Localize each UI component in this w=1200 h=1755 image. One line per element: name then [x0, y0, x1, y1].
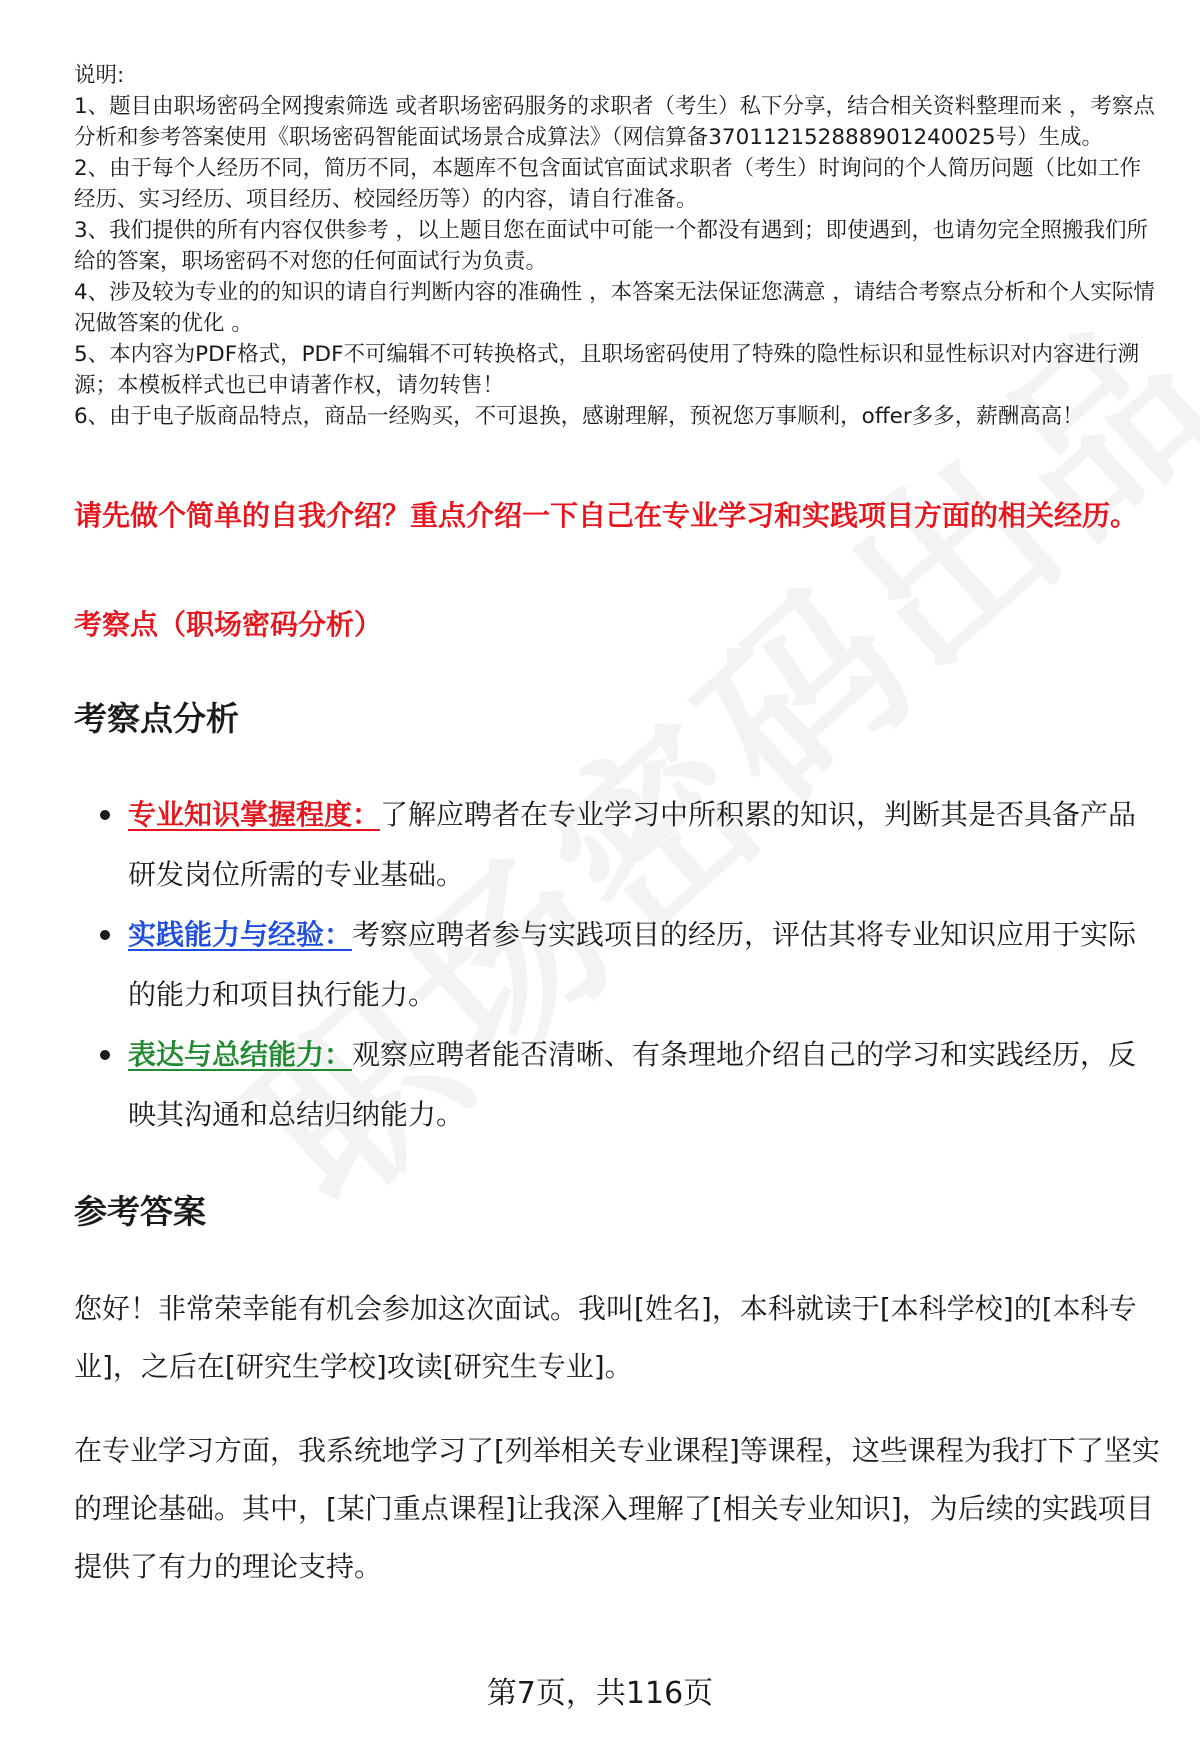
analysis-point [100, 785, 1160, 905]
interview-question: 请先做个简单的自我介绍？重点介绍一下自己在专业学习和实践项目方面的相关经历。 [74, 499, 1139, 532]
point-key: 专业知识掌握程度： [128, 798, 381, 831]
bullet-icon [100, 810, 110, 820]
bullet-icon [100, 930, 110, 940]
answer-title: 参考答案 [74, 1192, 206, 1231]
notice-item: 6、由于电子版商品特点，商品一经购买，不可退换，感谢理解，预祝您万事顺利，offer多多，薪酬高高！ [74, 404, 1084, 429]
point-text: 考察应聘者参与实践项目的经历，评估其将专业知识应用于实际的能力和项目执行能力。 [128, 918, 1137, 1011]
point-key: 表达与总结能力： [128, 1038, 353, 1071]
analysis-label: 考察点（职场密码分析） [74, 608, 383, 641]
notice-item: 4、涉及较为专业的的知识的请自行判断内容的准确性 ，本答案无法保证您满意 ，请结合考察点分析和个人实际情况做答案的优化 。 [74, 280, 1155, 336]
point-key: 实践能力与经验： [128, 918, 353, 951]
notice-item: 1、题目由职场密码全网搜索筛选 或者职场密码服务的求职者（考生）私下分享，结合相关资料整理而来 ，考察点分析和参考答案使用《职场密码智能面试场景合成算法》（网信算备370112152888901240025号）生成。 [74, 94, 1155, 150]
page-number: 第7页，共116页 [486, 1676, 714, 1711]
answer-paragraph: 在专业学习方面，我系统地学习了[列举相关专业课程]等课程，这些课程为我打下了坚实的理论基础。其中，[某门重点课程]让我深入理解了[相关专业知识]，为后续的实践项目提供了有力的理论支持。 [74, 1434, 1160, 1583]
analysis-points [100, 785, 1160, 1145]
answer-paragraph: 您好！非常荣幸能有机会参加这次面试。我叫[姓名]，本科就读于[本科学校]的[本科专业]，之后在[研究生学校]攻读[研究生专业]。 [74, 1292, 1137, 1383]
notice-item: 5、本内容为PDF格式，PDF不可编辑不可转换格式，且职场密码使用了特殊的隐性标识和显性标识对内容进行溯源；本模板样式也已申请著作权，请勿转售！ [74, 342, 1139, 398]
point-text: 了解应聘者在专业学习中所积累的知识，判断其是否具备产品研发岗位所需的专业基础。 [128, 798, 1137, 891]
notice-block [74, 60, 1159, 432]
notice-item: 2、由于每个人经历不同，简历不同，本题库不包含面试官面试求职者（考生）时询问的个人简历问题（比如工作经历、实习经历、项目经历、校园经历等）的内容，请自行准备。 [74, 156, 1142, 212]
notice-item: 3、我们提供的所有内容仅供参考 ，以上题目您在面试中可能一个都没有遇到；即使遇到，也请勿完全照搬我们所给的答案，职场密码不对您的任何面试行为负责。 [74, 218, 1149, 274]
bullet-icon [100, 1050, 110, 1060]
point-text: 观察应聘者能否清晰、有条理地介绍自己的学习和实践经历，反映其沟通和总结归纳能力。 [128, 1038, 1137, 1131]
analysis-point [100, 1025, 1160, 1145]
notice-heading: 说明: [74, 63, 125, 88]
analysis-title: 考察点分析 [74, 699, 239, 738]
analysis-point [100, 905, 1160, 1025]
